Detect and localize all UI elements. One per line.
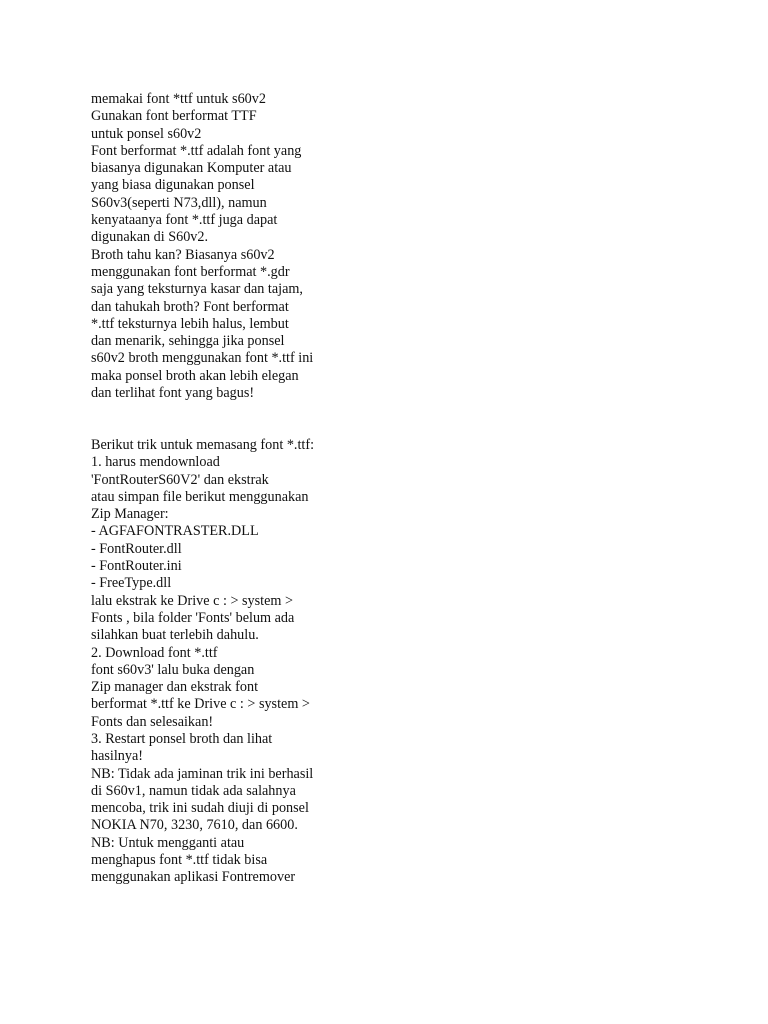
text-line: silahkan buat terlebih dahulu.: [91, 627, 259, 644]
text-line: s60v2 broth menggunakan font *.ttf ini: [91, 350, 314, 367]
text-line: Fonts , bila folder 'Fonts' belum ada: [91, 609, 295, 626]
text-line: saja yang teksturnya kasar dan tajam,: [91, 281, 303, 298]
text-line: Zip manager dan ekstrak font: [91, 679, 259, 696]
text-line: hasilnya!: [91, 748, 144, 765]
text-line: kenyataanya font *.ttf juga dapat: [91, 212, 278, 229]
text-line: *.ttf teksturnya lebih halus, lembut: [91, 315, 289, 332]
text-line: digunakan di S60v2.: [91, 229, 209, 246]
text-line: di S60v1, namun tidak ada salahnya: [91, 782, 296, 799]
text-line: memakai font *ttf untuk s60v2: [91, 91, 266, 107]
text-line: 1. harus mendownload: [91, 454, 220, 471]
text-line: untuk ponsel s60v2: [91, 125, 202, 142]
text-line: 2. Download font *.ttf: [91, 644, 218, 661]
text-line: mencoba, trik ini sudah diuji di ponsel: [91, 800, 309, 817]
text-line: menggunakan font berformat *.gdr: [91, 263, 290, 280]
text-line: dan menarik, sehingga jika ponsel: [91, 333, 285, 350]
text-line: NOKIA N70, 3230, 7610, dan 6600.: [91, 817, 298, 834]
text-line: Zip Manager:: [91, 506, 169, 523]
text-line: Broth tahu kan? Biasanya s60v2: [91, 246, 275, 263]
text-line: biasanya digunakan Komputer atau: [91, 160, 292, 177]
text-line: font s60v3' lalu buka dengan: [91, 661, 255, 678]
text-line: Berikut trik untuk memasang font *.ttf:: [91, 436, 315, 453]
document-text: [91, 91, 351, 887]
text-line: dan tahukah broth? Font berformat: [91, 298, 289, 315]
text-line: - FontRouter.ini: [91, 558, 182, 575]
text-line: lalu ekstrak ke Drive c : > system >: [91, 592, 293, 609]
text-line: - FontRouter.dll: [91, 540, 182, 557]
text-line: Gunakan font berformat TTF: [91, 108, 257, 125]
text-line: NB: Untuk mengganti atau: [91, 834, 245, 851]
text-line: menggunakan aplikasi Fontremover: [91, 869, 296, 886]
text-line: S60v3(seperti N73,dll), namun: [91, 194, 267, 211]
text-line: yang biasa digunakan ponsel: [91, 177, 255, 194]
paragraph-spacer: [91, 402, 351, 437]
intro-paragraph: [91, 91, 351, 402]
text-line: 3. Restart ponsel broth dan lihat: [91, 730, 273, 747]
text-line: menghapus font *.ttf tidak bisa: [91, 852, 268, 869]
text-line: dan terlihat font yang bagus!: [91, 385, 255, 402]
text-line: - FreeType.dll: [91, 575, 172, 592]
text-line: berformat *.ttf ke Drive c : > system >: [91, 696, 310, 713]
text-line: atau simpan file berikut menggunakan: [91, 488, 309, 505]
instructions-paragraph: [91, 437, 351, 887]
text-line: Font berformat *.ttf adalah font yang: [91, 142, 302, 159]
text-line: Fonts dan selesaikan!: [91, 713, 214, 730]
text-line: 'FontRouterS60V2' dan ekstrak: [91, 471, 269, 488]
text-line: - AGFAFONTRASTER.DLL: [91, 523, 259, 540]
text-line: NB: Tidak ada jaminan trik ini berhasil: [91, 765, 314, 782]
text-line: maka ponsel broth akan lebih elegan: [91, 367, 299, 384]
